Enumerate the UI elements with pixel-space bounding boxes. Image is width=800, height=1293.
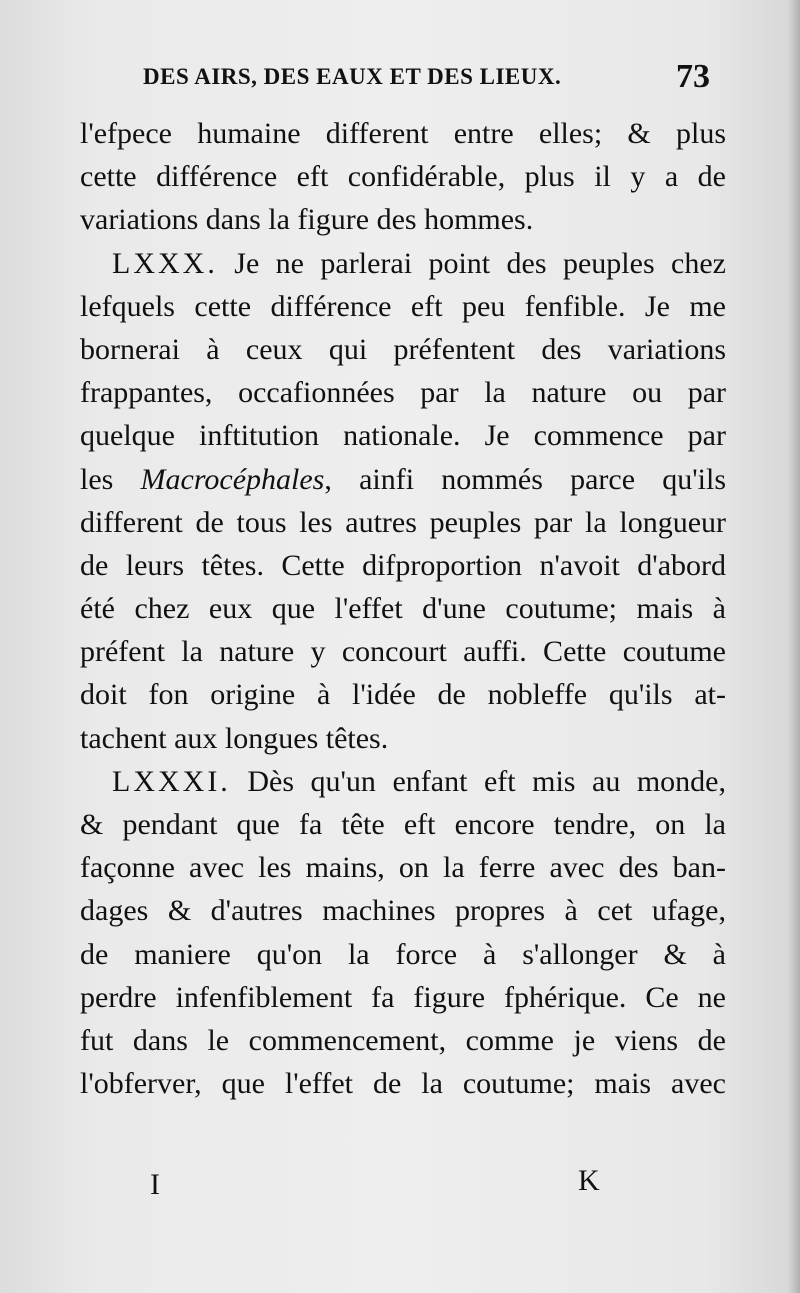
- page-number: 73: [676, 58, 710, 95]
- text-line: lefquels cette différence eft peu fenfible. Je me: [80, 289, 726, 323]
- text-line: fut dans le commencement, comme je viens de: [80, 1023, 726, 1057]
- text-line: perdre infenfiblement fa figure fphérique. Ce ne: [80, 980, 726, 1014]
- text-line: été chez eux que l'effet d'une coutume; mais à: [80, 592, 726, 626]
- text-line: l'efpece humaine different entre elles; & plus: [80, 117, 726, 150]
- text-line: Je ne parlerai point des peuples chez: [234, 246, 726, 280]
- paragraph-lxxx-first-line: [80, 242, 726, 285]
- text-line: de leurs têtes. Cette difproportion n'avoit d'abord: [80, 548, 726, 582]
- text-line: doit fon origine à l'idée de nobleffe qu'ils at-: [80, 678, 726, 712]
- section-number: LXXX.: [112, 246, 218, 280]
- text-line: & pendant que fa tête eft encore tendre, on la: [80, 808, 726, 841]
- text-line: tachent aux longues têtes.: [80, 721, 389, 755]
- text-line: bornerai à ceux qui préfentent des variations: [80, 332, 726, 366]
- italic-term: Macrocéphales: [140, 462, 325, 496]
- text-line: préfent la nature y concourt auffi. Cette coutume: [80, 635, 726, 669]
- text-line: les Macrocéphales, ainfi nommés parce qu'ils: [80, 462, 726, 496]
- text-line: façonne avec les mains, on la ferre avec des ban-: [80, 851, 726, 885]
- text-line: different de tous les autres peuples par la longueur: [80, 505, 726, 539]
- text-line: l'obferver, que l'effet de la coutume; mais avec: [80, 1067, 726, 1101]
- text-line: frappantes, occafionnées par la nature ou par: [80, 376, 726, 410]
- text-line: de maniere qu'on la force à s'allonger & à: [80, 937, 726, 971]
- text-line: cette différence eft confidérable, plus il y a de: [80, 160, 726, 194]
- paragraph-lxxxi-first-line: [80, 760, 726, 803]
- page-edge-shadow: [788, 0, 800, 1293]
- volume-mark: I: [150, 1168, 160, 1201]
- text-line: dages & d'autres machines propres à cet ufage,: [80, 894, 726, 928]
- text-line: quelque inftitution nationale. Je commence par: [80, 419, 726, 453]
- signature-mark: K: [578, 1164, 600, 1197]
- text-line: variations dans la figure des hommes.: [80, 203, 534, 237]
- running-title: DES AIRS, DES EAUX ET DES LIEUX.: [143, 64, 562, 89]
- body-text: [80, 112, 726, 1105]
- text-line: Dès qu'un enfant eft mis au monde,: [247, 764, 726, 798]
- section-number: LXXXI.: [112, 764, 231, 798]
